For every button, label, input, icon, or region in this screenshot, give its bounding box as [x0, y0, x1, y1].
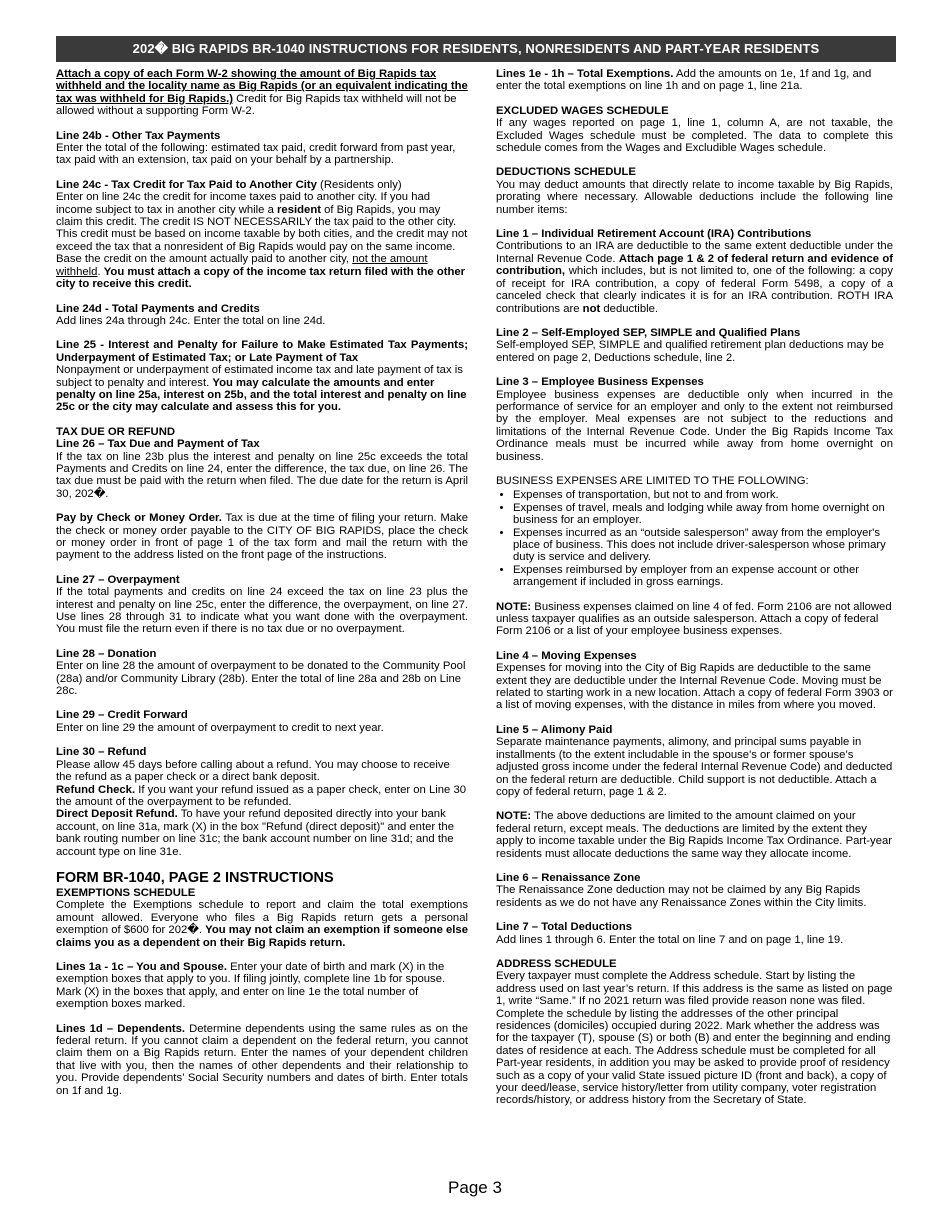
moving-section	[496, 650, 893, 712]
line-1a-section	[56, 961, 468, 1011]
list-item: • Expenses of transportation, but not to and from work.	[513, 489, 893, 501]
refund-check-bold: Refund Check.	[56, 783, 136, 796]
ira-title: Line 1 – Individual Retirement Account (IRA) Contributions	[496, 228, 812, 241]
excluded-wages-text: If any wages reported on page 1, line 1, column A, are not taxable, the Excluded Wages schedule must be completed. The data to complete this schedule comes from the Wages and Excludible Wages schedule.	[496, 117, 893, 155]
exemptions-bold: You may not claim an exemption if someone else claims you as a dependent on their Big Rapids return.	[56, 924, 468, 949]
line-1d-text: Determine dependents using the same rules as on the federal return. If you cannot claim a dependent on the federal return, you cannot claim them on a Big Rapids return. Enter the names of your dependent children that live with you, then the names of other dependents and their relationship to you. Provide dependents’ Social Security numbers and dates of birth. Enter totals on 1f and 1g.	[56, 1022, 468, 1097]
tax-due-title: TAX DUE OR REFUND	[56, 425, 176, 438]
address-schedule-text: Every taxpayer must complete the Address schedule. Start by listing the address used on last year’s return. If this address is the same as listed on page 1, write “Same.” If no 2021 return was filed provide reason none was filed. Complete the schedule by listing the addresses of the other principal residences (domiciles) occupied during 2022. Mark whether the address was for the taxpayer (T), spouse (S) or both (B) and enter the beginning and ending dates of residence at each. The Address schedule must be completed for all Part-year residents, in addition you may be asked to provide proof of residency such as a copy of your valid State issued picture ID (front and back), a copy of your deed/lease, service history/letter from utility company, voter registration records/history, or address history from the Secretary of State.	[496, 970, 893, 1107]
renaissance-title: Line 6 – Renaissance Zone	[496, 871, 641, 884]
line-28-section	[56, 648, 468, 698]
line-25-section	[56, 339, 468, 413]
line-24c-section	[56, 179, 468, 291]
ira-not: not	[582, 302, 601, 315]
renaissance-text: The Renaissance Zone deduction may not be claimed by any Big Rapids residents as we do not have any Renaissance Zones within the City limits.	[496, 884, 867, 909]
pay-by-check-bold: Pay by Check or Money Order.	[56, 512, 222, 525]
attach-w2-section	[56, 68, 468, 118]
address-schedule-section	[496, 958, 893, 1107]
direct-deposit-text: To have your refund deposited directly into your bank account, on line 31a, mark (X) in the box "Refund (direct deposit)" and enter the bank routing number on line 31c; the bank account number on line 31d; and the account type on line 31e.	[56, 808, 454, 858]
renaissance-section	[496, 872, 893, 909]
employee-business-section	[496, 376, 893, 463]
right-column	[496, 68, 893, 1119]
exemptions-schedule-title: EXEMPTIONS SCHEDULE	[56, 886, 196, 899]
line-1e-text: Add the amounts on 1e, 1f and 1g, and enter the total exemptions on line 1h and on page 1, line 21a.	[496, 68, 872, 93]
page-header	[56, 36, 896, 62]
line-24b-section	[56, 130, 468, 167]
excluded-wages-title: EXCLUDED WAGES SCHEDULE	[496, 104, 669, 117]
exemptions-text: Complete the Exemptions schedule to report and claim the total exemptions amount allowed. Everyone who files a Big Rapids return gets a personal exemption of $600 for 202�.	[56, 899, 468, 937]
line-27-title: Line 27 – Overpayment	[56, 573, 180, 586]
line-24c-underline: not the amount withheld	[56, 253, 428, 278]
line-1d-section	[56, 1023, 468, 1097]
line-24c-text-3: .	[97, 265, 104, 278]
note-2-text: The above deductions are limited to the amount claimed on your federal return, except meals. The deductions are limited by the extent they apply to income taxable under the Big Rapids Income Tax Ordinance. Part-year residents must allocate deductions the same way they allocate income.	[496, 810, 893, 860]
alimony-title: Line 5 – Alimony Paid	[496, 723, 613, 736]
line-25-text: Nonpayment or underpayment of estimated income tax and late payment of tax is subject to penalty and interest.	[56, 364, 463, 389]
line-30-title: Line 30 – Refund	[56, 746, 147, 759]
line-29-section	[56, 709, 468, 734]
line-24c-text-2: of Big Rapids, you may claim this credit. The credit IS NOT NECESSARILY the tax paid to the other city. This credit must be based on income taxable by both cities, and the credit may not exceed the tax that a nonresident of Big Rapids would pay on the same income. Base the credit on the amount actually paid to another city,	[56, 203, 468, 266]
address-schedule-title: ADDRESS SCHEDULE	[496, 957, 617, 970]
list-item: • Expenses reimbursed by employer from an expense account or other arrangement if included in gross earnings.	[513, 564, 893, 589]
line-1a-bold: Lines 1a - 1c – You and Spouse.	[56, 960, 227, 973]
line-24b-title: Line 24b - Other Tax Payments	[56, 129, 221, 142]
total-deductions-text: Add lines 1 through 6. Enter the total on line 7 and on page 1, line 19.	[496, 933, 844, 946]
ira-section	[496, 228, 893, 315]
left-column	[56, 68, 468, 1109]
line-24c-bold: You must attach a copy of the income tax return filed with the other city to receive this credit.	[56, 265, 466, 291]
moving-title: Line 4 – Moving Expenses	[496, 649, 637, 662]
page2-instructions-section	[56, 870, 468, 949]
line-24b-text: Enter the total of the following: estimated tax paid, credit forward from past year, tax paid with an extension, tax paid on your behalf by a partnership.	[56, 142, 456, 167]
direct-deposit-bold: Direct Deposit Refund.	[56, 808, 178, 821]
line-24c-title: Line 24c - Tax Credit for Tax Paid to Another City	[56, 178, 317, 191]
line-24c-text-1: Enter on line 24c the credit for income taxes paid to another city. If you had income subject to tax in another city while a	[56, 191, 431, 216]
note-1-bold: NOTE:	[496, 600, 532, 613]
line-1a-text: Enter your date of birth and mark (X) in the exemption boxes that apply to you. If filing jointly, complete line 1b for spouse. Mark (X) in the boxes that apply, and enter on line 1e the total number of exemption boxes marked.	[56, 960, 446, 1011]
employee-business-text: Employee business expenses are deductible only when incurred in the performance of service for an employer and only to the extent not reimbursed by the employer. Meal expenses are not subject to the reductions and limitations of the Internal Revenue Code. Under the Big Rapids Income Tax Ordinance meals must be incurred while away from home overnight on business.	[496, 388, 893, 463]
line-30-text: Please allow 45 days before calling about a refund. You may choose to receive the refund as a paper check or a direct bank deposit.	[56, 758, 450, 784]
line-24d-section	[56, 303, 468, 328]
alimony-section	[496, 724, 893, 798]
deductions-text: You may deduct amounts that directly relate to income taxable by Big Rapids, prorating where necessary. Allowable deductions include the following line number items:	[496, 178, 893, 216]
header-title: 202� BIG RAPIDS BR-1040 INSTRUCTIONS FOR RESIDENTS, NONRESIDENTS AND PART-YEAR RESIDENTS	[132, 41, 820, 56]
line-24c-resident: resident	[277, 203, 321, 216]
line-1e-bold: Lines 1e - 1h – Total Exemptions.	[496, 68, 674, 80]
line-24c-title-note: (Residents only)	[316, 178, 402, 191]
total-deductions-title: Line 7 – Total Deductions	[496, 921, 632, 934]
line-24d-text: Add lines 24a through 24c. Enter the total on line 24d.	[56, 314, 326, 327]
note-1-text: Business expenses claimed on line 4 of fed. Form 2106 are not allowed unless taxpayer qualifies as an outside salesperson. Attach a copy of federal Form 2106 or a list of your employee business expenses.	[496, 600, 892, 638]
deductions-section	[496, 166, 893, 216]
attach-w2-text: Credit for Big Rapids tax withheld will not be allowed without a supporting Form W-2.	[56, 92, 457, 118]
note-1-section	[496, 601, 893, 638]
line-27-text: If the total payments and credits on line 24 exceed the tax on line 23 plus the interest and penalty on line 25c, enter the difference, the overpayment, on line 27. Use lines 28 through 31 to indicate what you want done with the overpayment. You must file the return even if there is no tax due or no overpayment.	[56, 586, 468, 636]
deductions-title: DEDUCTIONS SCHEDULE	[496, 166, 636, 179]
line-29-text: Enter on line 29 the amount of overpayment to credit to next year.	[56, 721, 384, 734]
line-26-text: If the tax on line 23b plus the interest and penalty on line 25c exceeds the total Payments and Credits on line 24, enter the difference, the tax due, on line 26. The tax due must be paid with the return when filed. The due date for the return is April 30, 202�.	[56, 450, 468, 500]
ira-text-2: which includes, but is not limited to, one of the following: a copy of receipt for IRA contribution, a copy of federal Form 5498, a copy of a canceled check that clearly indicates it is for an IRA contribution. ROTH IRA contributions are	[496, 265, 893, 315]
page-number: Page 3	[448, 1178, 502, 1197]
pay-by-check-section	[56, 512, 468, 562]
line-30-section	[56, 746, 468, 858]
note-2-section	[496, 810, 893, 860]
pay-by-check-text: Tax is due at the time of filing your return. Make the check or money order payable to the CITY OF BIG RAPIDS, place the check or money order in front of page 1 of the tax form and mail the return with the payment to the address listed on the front page of the instructions.	[56, 512, 468, 562]
ira-bold: Attach page 1 & 2 of federal return and evidence of contribution,	[496, 252, 894, 278]
line-26-title: Line 26 – Tax Due and Payment of Tax	[56, 438, 260, 451]
refund-check-text: If you want your refund issued as a paper check, enter on Line 30 the amount of the overpayment to be refunded.	[56, 783, 467, 808]
attach-w2-bold: Attach a copy of each Form W-2 showing the amount of Big Rapids tax withheld and the locality name as Big Rapids (or an equivalent indicating the tax was withheld for Big Rapids.)	[56, 68, 468, 105]
note-2-bold: NOTE:	[496, 810, 532, 823]
line-25-bold: You may calculate the amounts and enter penalty on line 25a, interest on 25b, and the total interest and penalty on line 25c or the city may calculate and assess this for you.	[56, 376, 467, 414]
business-expenses-section	[496, 475, 893, 589]
sep-title: Line 2 – Self-Employed SEP, SIMPLE and Qualified Plans	[496, 326, 801, 339]
line-28-text: Enter on line 28 the amount of overpayment to be donated to the Community Pool (28a) and/or Community Library (28b). Enter the total of line 28a and 28b on Line 28c.	[56, 660, 466, 698]
page2-title: FORM BR-1040, PAGE 2 INSTRUCTIONS	[56, 869, 334, 886]
alimony-text: Separate maintenance payments, alimony, and principal sums payable in installments (to the extent includable in the spouse's or former spouse’s adjusted gross income under the federal Internal Revenue Code) and deducted on the federal return are deductible. Child support is not deductible. Attach a copy of federal return, page 1 & 2.	[496, 736, 893, 798]
excluded-wages-section	[496, 105, 893, 155]
business-expenses-title: BUSINESS EXPENSES ARE LIMITED TO THE FOLLOWING:	[496, 474, 809, 487]
line-29-title: Line 29 – Credit Forward	[56, 709, 188, 722]
ira-text-1: Contributions to an IRA are deductible to the same extent deductible under the Internal Revenue Code.	[496, 240, 893, 265]
ira-text-3: deductible.	[600, 302, 659, 315]
tax-due-section	[56, 426, 468, 500]
line-27-section	[56, 574, 468, 636]
business-expenses-list	[496, 489, 893, 588]
list-item: • Expenses of travel, meals and lodging while away from home overnight on business for an employer.	[513, 502, 893, 527]
line-28-title: Line 28 – Donation	[56, 647, 157, 660]
sep-text: Self-employed SEP, SIMPLE and qualified retirement plan deductions may be entered on page 2, Deductions schedule, line 2.	[496, 339, 884, 364]
sep-section	[496, 327, 893, 364]
moving-text: Expenses for moving into the City of Big Rapids are deductible to the same extent they are deductible under the Internal Revenue Code. Moving must be related to starting work in a new location. Attach a copy of federal Form 3903 or a list of moving expenses, with the distance in miles from where you moved.	[496, 662, 893, 712]
list-item: • Expenses incurred as an “outside salesperson” away from the employer's place of business. This does not include driver-salesperson whose primary duty is service and delivery.	[513, 527, 893, 564]
line-25-title: Line 25 - Interest and Penalty for Failure to Make Estimated Tax Payments; Underpayment of Estimated Tax; or Late Payment of Tax	[56, 339, 468, 364]
total-deductions-section	[496, 921, 893, 946]
line-24d-title: Line 24d - Total Payments and Credits	[56, 302, 260, 315]
line-1e-section	[496, 68, 893, 93]
employee-business-title: Line 3 – Employee Business Expenses	[496, 376, 704, 389]
line-1d-bold: Lines 1d – Dependents.	[56, 1022, 186, 1035]
